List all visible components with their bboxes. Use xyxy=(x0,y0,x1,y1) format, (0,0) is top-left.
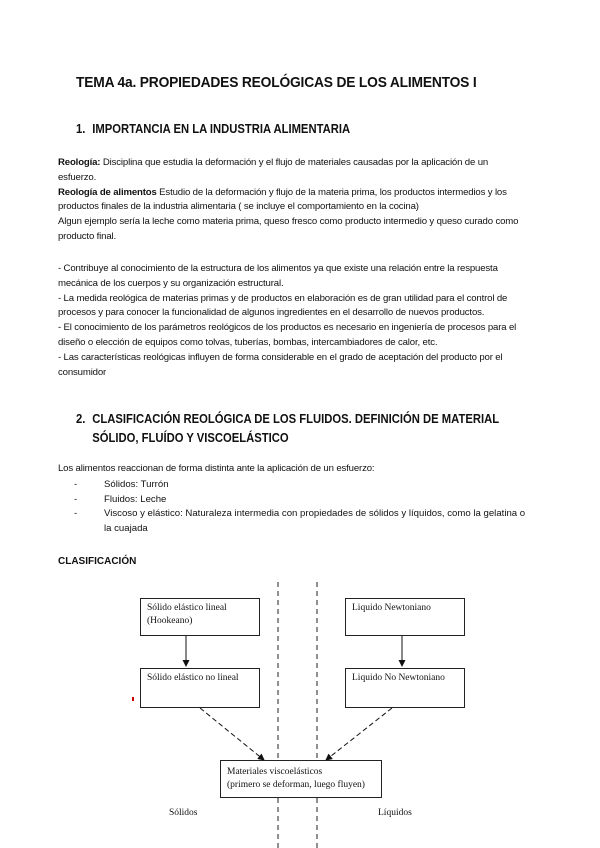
classification-label: CLASIFICACIÓN xyxy=(58,556,137,567)
section1-number: 1. xyxy=(76,122,86,136)
definition-text: Disciplina que estudia la deformación y el flujo de materiales causadas por la aplicación de un esfuerzo. xyxy=(58,157,489,183)
section1-heading-text: IMPORTANCIA EN LA INDUSTRIA ALIMENTARIA xyxy=(92,122,351,136)
red-mark xyxy=(132,697,134,701)
list-item: - El conocimiento de los parámetros reológicos de los productos es necesario en ingeniería de procesos para el diseño o elección de equipos como tolvas, tuberías, bombas, intercambiadores de calor, etc. xyxy=(58,322,517,348)
section2-intro: Los alimentos reaccionan de forma distinta ante la aplicación de un esfuerzo: xyxy=(58,463,375,474)
list-item: - Viscoso y elástico: Naturaleza intermedia con propiedades de sólidos y líquidos, como la gelatina o la cuajada xyxy=(74,508,526,534)
box-viscoelastic: Materiales viscoelásticos (primero se deforman, luego fluyen) xyxy=(220,760,382,798)
label-solids: Sólidos xyxy=(169,808,198,818)
list-item: - Contribuye al conocimiento de la estructura de los alimentos ya que existe una relación entre la respuesta mecánica de los cuerpos y su organización estructural. xyxy=(58,263,498,289)
section2-number: 2. xyxy=(76,412,86,426)
box-solid-nonlinear: Sólido elástico no lineal xyxy=(140,668,260,708)
section2-heading-line1: CLASIFICACIÓN REOLÓGICA DE LOS FLUIDOS. DEFINICIÓN DE MATERIAL xyxy=(92,412,500,426)
box-solid-linear: Sólido elástico lineal (Hookeano) xyxy=(140,598,260,636)
box-liquid-nonnewtonian: Liquido No Newtoniano xyxy=(345,668,465,708)
example-text: Algun ejemplo sería la leche como materia prima, queso fresco como producto intermedio y queso curado como producto final. xyxy=(58,216,519,242)
definition-term: Reología de alimentos xyxy=(58,186,157,198)
page-title: TEMA 4a. PROPIEDADES REOLÓGICAS DE LOS ALIMENTOS I xyxy=(76,74,477,91)
section2-heading-line2: SÓLIDO, FLUÍDO Y VISCOELÁSTICO xyxy=(92,431,289,445)
definition-term: Reología: xyxy=(58,157,101,168)
arrow-solid-to-visco xyxy=(200,708,264,760)
definition-text: Estudio de la deformación y flujo de la materia prima, los productos intermedios y los productos finales de la industria alimentaria ( se incluye el comportamiento en la cocina) xyxy=(58,186,507,213)
list-item: - La medida reológica de materias primas y de productos en elaboración es de gran utilidad para el control de procesos y para conocer la funcionalidad de algunos ingredientes en el desarrollo de nuevos productos. xyxy=(58,292,508,319)
list-item: - Las características reológicas influyen de forma considerable en el grado de aceptación del producto por el consumidor xyxy=(58,351,503,378)
list-item: - Fluidos: Leche xyxy=(74,493,167,505)
list-item: - Sólidos: Turrón xyxy=(74,479,169,490)
box-liquid-newtonian: Liquido Newtoniano xyxy=(345,598,465,636)
arrow-liquid-to-visco xyxy=(326,708,392,760)
label-liquids: Líquidos xyxy=(378,808,412,818)
